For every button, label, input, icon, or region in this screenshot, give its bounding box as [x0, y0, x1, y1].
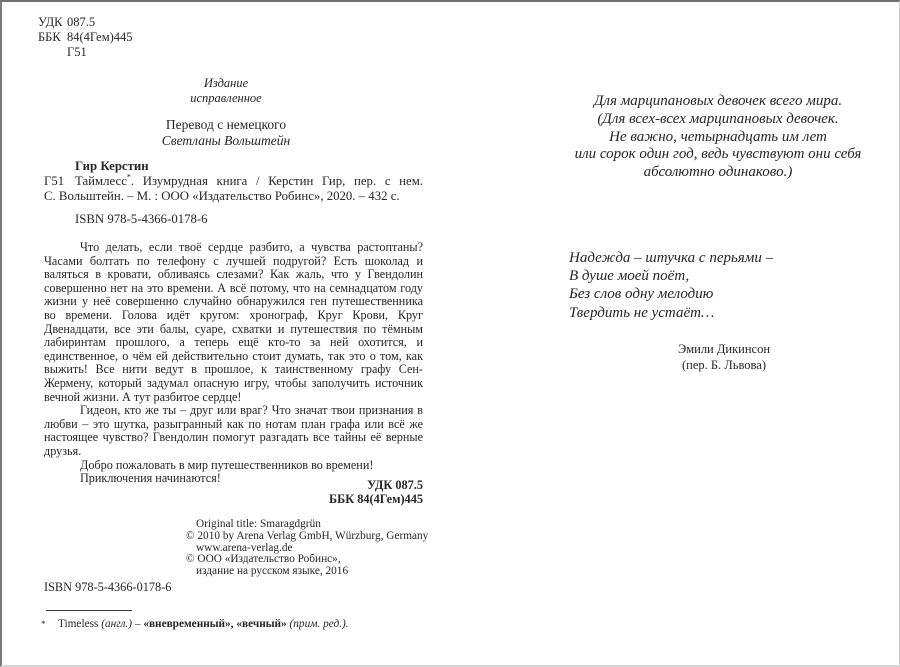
bbk-value: 84(4Гем)445 — [67, 30, 133, 44]
isbn-bottom: ISBN 978-5-4366-0178-6 — [44, 580, 172, 594]
catalog-title-rest: . Изумрудная книга / Керстин Гир, пер. с нем. — [130, 174, 423, 188]
book-title: Таймлесс — [75, 174, 127, 188]
footnote-definition: «вневременный», «вечный» — [143, 618, 287, 630]
footnote-marker: * — [41, 619, 46, 629]
translator-name: Светланы Вольштейн — [161, 132, 291, 148]
udc-bbk-block — [38, 15, 133, 60]
udc-label: УДК — [38, 15, 63, 29]
bbk-label: ББК — [38, 30, 61, 44]
poem-line4: Твердить не устаёт… — [569, 304, 715, 321]
russian-edition-note: издание на русском языке, 2016 — [196, 565, 349, 578]
poem-attribution — [634, 341, 814, 373]
annotation-paragraph-3: Добро пожаловать в мир путешественников во времени! — [80, 457, 374, 472]
copyright-block — [186, 519, 428, 578]
copyright-robins: © ООО «Издательство Робинс», — [186, 553, 341, 566]
edition-note-line1: Издание — [203, 76, 249, 90]
footnote-divider — [46, 610, 132, 611]
original-title: Original title: Smaragdgrün — [196, 518, 321, 530]
footnote — [41, 618, 441, 631]
annotation-paragraph-4: Приключения начинаются! — [80, 471, 221, 486]
dedication-line2: (Для всех-всех марципановых девочек. — [597, 110, 839, 127]
annotation-paragraph-1: Что делать, если твоё сердце разбито, а чувства растоптаны? Часами болтать по телефону с лучшей подругой? Есть шоколад и валяться в кровати, обливаясь слезами? Как жаль, что у Гвендолин совершенно нет на это времени. А всё потому, что на семнадцатом году жизни у неё совершенно случайно обнаружился ген путешественника во времени. Голова идёт кругом: хронограф, Круг Крови, Круг Двенадцати, все эти балы, суаре, схватки и путешествия по тёмным лабиринтам прошлого, а теперь ещё кто-то за ней охотится, и единственное, о чём ей действительно стоит думать, так это о том, как выжить! Все нити ведут в прошлое, к таинственному графу Сен-Жермену, который задумал опасную игру, чтобы заполучить источник вечной жизни. А тут разбитое сердце! — [44, 240, 423, 404]
dedication-line5: абсолютно одинаково.) — [643, 164, 793, 181]
udc-row — [38, 15, 133, 30]
dedication — [528, 93, 900, 182]
footnote-term: Timeless — [58, 618, 102, 630]
catalog-title-line — [75, 174, 423, 189]
annotation-paragraph-2: Гидеон, кто же ты – друг или враг? Что значат твои признания в любви – это шутка, разыгранный как по нотам план графа или всё же настоящее чувство? Гвендолин помогут разгадать все тайны её верные друзья. — [44, 403, 423, 458]
catalog-author: Гир Керстин — [75, 159, 149, 173]
poem-line3: Без слов одну мелодию — [569, 286, 714, 303]
poem-line1: Надежда – штучка с перьями – — [569, 250, 774, 266]
footnote-editor-note: (прим. ред.). — [286, 618, 349, 630]
footnote-marker-ref: * — [126, 172, 131, 182]
footnote-dash: – — [132, 618, 144, 630]
author-sign-code: Г51 — [67, 45, 87, 59]
poem-translator: (пер. Б. Львова) — [681, 358, 767, 372]
copyright-arena: © 2010 by Arena Verlag GmbH, Würzburg, Germany — [186, 529, 429, 542]
catalog-line1 — [44, 174, 423, 189]
bbk-row — [38, 30, 133, 45]
poem-author: Эмили Дикинсон — [677, 342, 771, 356]
epigraph-poem — [569, 249, 773, 322]
udc-value: 087.5 — [67, 15, 96, 29]
edition-note — [126, 76, 326, 105]
dedication-line1: Для марципановых девочек всего мира. — [593, 93, 843, 109]
udc-bbk-bottom-block — [123, 478, 423, 506]
dedication-line3: Не важно, четырнадцать им лет — [609, 128, 827, 145]
edition-note-line2: исправленное — [190, 90, 262, 105]
dedication-line4: или сорок один год, ведь чувствуют они себя — [574, 146, 862, 163]
catalog-line2: С. Вольштейн. – М. : ООО «Издательство Робинс», 2020. – 432 с. — [44, 189, 400, 203]
isbn-top: ISBN 978-5-4366-0178-6 — [75, 212, 208, 226]
poem-line2: В душе моей поёт, — [569, 268, 690, 285]
catalog-entry — [44, 159, 423, 204]
translation-note-line1: Перевод с немецкого — [165, 117, 287, 132]
udc-bottom: УДК 087.5 — [367, 478, 423, 492]
bbk-bottom: ББК 84(4Гем)445 — [328, 492, 423, 506]
translation-note — [96, 117, 356, 148]
catalog-margin-code: Г51 — [44, 174, 65, 188]
annotation — [44, 241, 423, 486]
footnote-lang: (англ.) — [101, 618, 133, 630]
publisher-site: www.arena-verlag.de — [196, 541, 293, 554]
